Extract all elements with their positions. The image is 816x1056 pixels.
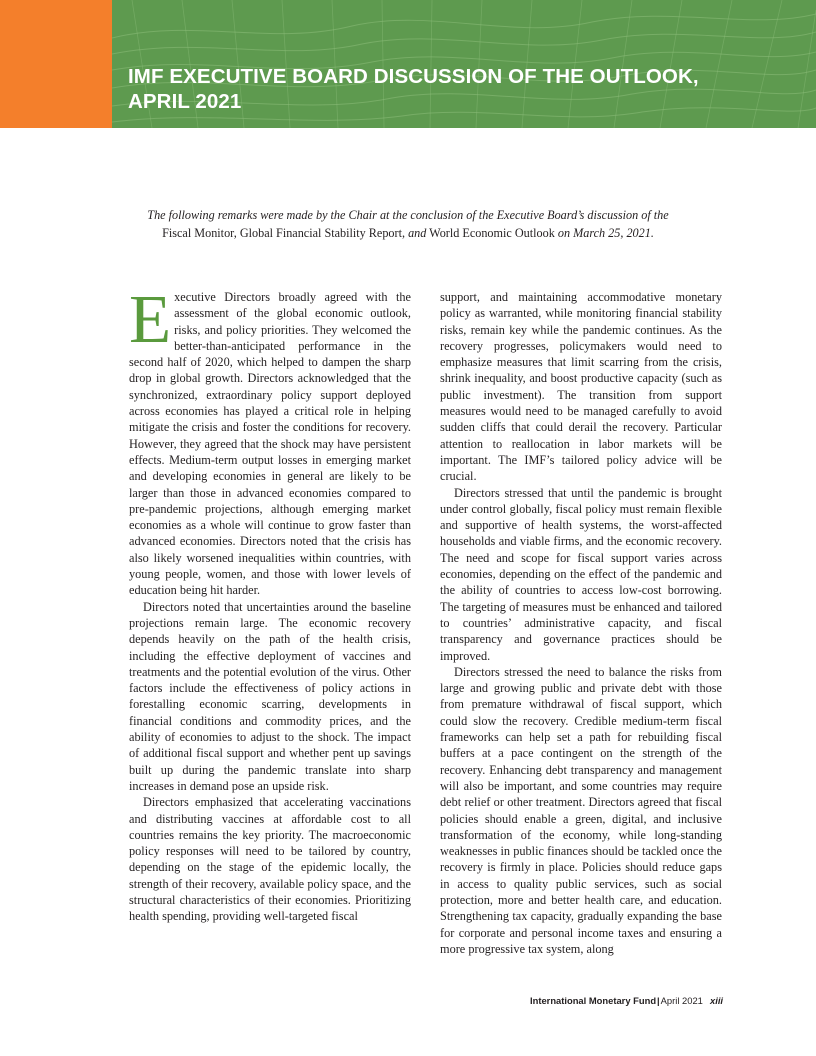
- intro-and: and: [408, 226, 427, 240]
- paragraph-1: [129, 281, 411, 599]
- intro-publication-2: World Economic Outlook: [429, 226, 555, 240]
- page-number: xiii: [710, 995, 724, 1006]
- paragraph-1-text: xecutive Directors broadly agreed with the assessment of the global economic outlook, risks, and policy priorities. They welcomed the better-than-anticipated performance in the second half of 2020, which helped to dampen the sharp drop in global growth. Directors acknowledged that the synchronized, extraordinary policy support deployed across economies has played a critical role in helping mitigate the crisis and foster the conditions for recovery. However, they agreed that the shock may have persistent effects. Medium-term output losses in emerging market and developing economies in general are likely to be larger than those in advanced economies compared to pre-pandemic projections, although emerging market economies as a whole will continue to grow faster than advanced economies. Directors noted that the crisis has also likely worsened inequalities within countries, with young people, women, and those with lower levels of education being hit harder.: [129, 290, 411, 598]
- title-line-2: APRIL 2021: [128, 90, 242, 113]
- paragraph-3-continued: support, and maintaining accommodative monetary policy as warranted, while monitoring financial stability risks, remain key while the pandemic continues. As the recovery progresses, policymakers would need to emphasize measures that limit scarring from the crisis, shrink inequality, and boost productive capacity (such as public investment). The transition from support measures would need to be managed carefully to avoid sudden cliffs that could derail the recovery. Particular attention to reallocation in labor markets will be important. The IMF’s tailored policy advice will be crucial.: [440, 290, 722, 484]
- paragraph-5: Directors stressed the need to balance the risks from large and growing public and private debt with those from premature withdrawal of fiscal support, which could slow the recovery. Credible medium-term fiscal frameworks can help set a path for rebuilding fiscal buffers at a pace contingent on the strength of the recovery. Enhancing debt transparency and management will also be important, and some countries may require debt relief or other treatment. Directors agreed that fiscal policies should enable a green, digital, and inclusive transformation of the economy, while long-standing weaknesses in public finances should be tackled once the recovery is firmly in place. Policies should reduce gaps in access to quality public services, such as social protection, more and better health care, and education. Strengthening tax capacity, gradually expanding the base for corporate and personal income taxes and ensuring a more progressive tax system, along: [440, 664, 722, 956]
- paragraph-4: Directors stressed that until the pandemic is brought under control globally, fiscal policy must remain flexible and supportive of health systems, the worst-affected households and viable firms, and the economic recovery. The need and scope for fiscal support varies across economies, depending on the effect of the pandemic and the ability of countries to access low-cost borrowing. The targeting of measures must be enhanced and tailored to countries’ administrative capacity, and fiscal transparency and governance practices should be improved.: [440, 485, 722, 663]
- title-line-1: IMF EXECUTIVE BOARD DISCUSSION OF THE OUTLOOK,: [128, 65, 699, 88]
- body-column-right: [440, 289, 722, 957]
- footer-publisher: International Monetary Fund: [530, 995, 657, 1006]
- page-footer: [530, 995, 740, 1006]
- intro-text: The following remarks were made by the Chair at the conclusion of the Executive Board’s discussion of the: [147, 208, 669, 222]
- body-column-left: [129, 281, 411, 925]
- paragraph-3: Directors emphasized that accelerating vaccinations and distributing vaccines at affordable cost to all countries remains the key priority. The macroeconomic policy responses will need to be tailored by country, depending on the stage of the epidemic locally, the strength of their recovery, available policy space, and the structural characteristics of their economies. Prioritizing health spending, providing well-targeted fiscal: [129, 795, 411, 924]
- header-banner: [0, 0, 816, 128]
- intro-publication-1: Fiscal Monitor, Global Financial Stability Report,: [162, 226, 406, 240]
- intro-date: on March 25, 2021.: [557, 226, 654, 240]
- footer-date: April 2021: [660, 995, 703, 1006]
- page-title: [128, 64, 699, 114]
- accent-block: [0, 0, 112, 128]
- paragraph-2: Directors noted that uncertainties around the baseline projections remain large. The economic recovery depends heavily on the path of the health crisis, including the effective deployment of vaccines and treatments and the potential evolution of the virus. Other factors include the effectiveness of policy actions in forestalling economic scarring, developments in financial conditions and commodity prices, and the ability of economies to adjust to the shock. The impact of additional fiscal support and whether pent up savings built up during the pandemic translate into sharp increases in demand pose an upside risk.: [129, 599, 411, 793]
- intro-note: [100, 206, 716, 242]
- drop-cap: E: [129, 281, 172, 357]
- footer-separator: |: [657, 995, 660, 1006]
